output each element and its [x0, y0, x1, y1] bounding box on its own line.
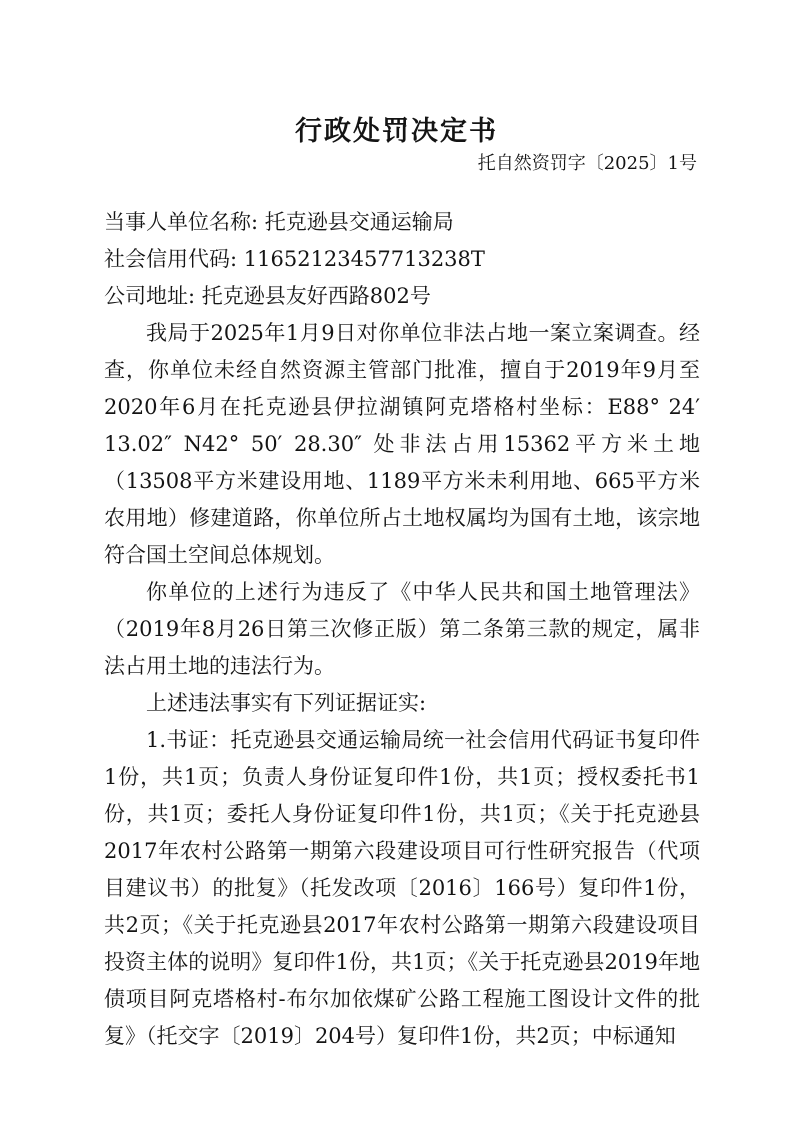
- address-value: 托克逊县友好西路802号: [201, 284, 431, 308]
- document-body: [104, 204, 700, 1055]
- paragraph-evidence-intro: 上述违法事实有下列证据证实:: [146, 691, 427, 715]
- credit-code-line: [104, 241, 700, 278]
- document-number: 托自然资罚字〔2025〕1号: [477, 153, 697, 174]
- party-name-value: 托克逊县交通运输局: [264, 210, 454, 234]
- paragraph-violation: 你单位的上述行为违反了《中华人民共和国土地管理法》（2019年8月26日第三次修正版）第二条第三款的规定，属非法占用土地的违法行为。: [104, 580, 700, 678]
- address-label: 公司地址:: [104, 284, 196, 308]
- party-name-label: 当事人单位名称:: [104, 210, 259, 234]
- party-name-line: [104, 204, 700, 241]
- paragraph-investigation: 我局于2025年1月9日对你单位非法占地一案立案调查。经查，你单位未经自然资源主管部门批准，擅自于2019年9月至2020年6月在托克逊县伊拉湖镇阿克塔格村坐标：E88° 24′ 13.02″ N42° 50′ 28.30″ 处非法占用15362平方米土地（13508平方米建设用地、1189平方米未利用地、665平方米农用地）修建道路，你单位所占土地权属均为国有土地，该宗地符合国土空间总体规划。: [104, 321, 700, 567]
- paragraph-evidence-documents: 1.书证：托克逊县交通运输局统一社会信用代码证书复印件1份，共1页；负责人身份证复印件1份，共1页；授权委托书1份，共1页；委托人身份证复印件1份，共1页；《关于托克逊县2017年农村公路第一期第六段建设项目可行性研究报告（代项目建议书）的批复》（托发改项〔2016〕166号）复印件1份，共2页；《关于托克逊县2017年农村公路第一期第六段建设项目投资主体的说明》复印件1份，共1页；《关于托克逊县2019年地债项目阿克塔格村-布尔加依煤矿公路工程施工图设计文件的批复》（托交字〔2019〕204号）复印件1份，共2页；中标通知: [104, 728, 700, 1048]
- credit-code-label: 社会信用代码:: [104, 247, 238, 271]
- address-line: [104, 278, 700, 315]
- document-title: 行政处罚决定书: [295, 116, 498, 147]
- credit-code-value: 11652123457713238T: [243, 247, 485, 271]
